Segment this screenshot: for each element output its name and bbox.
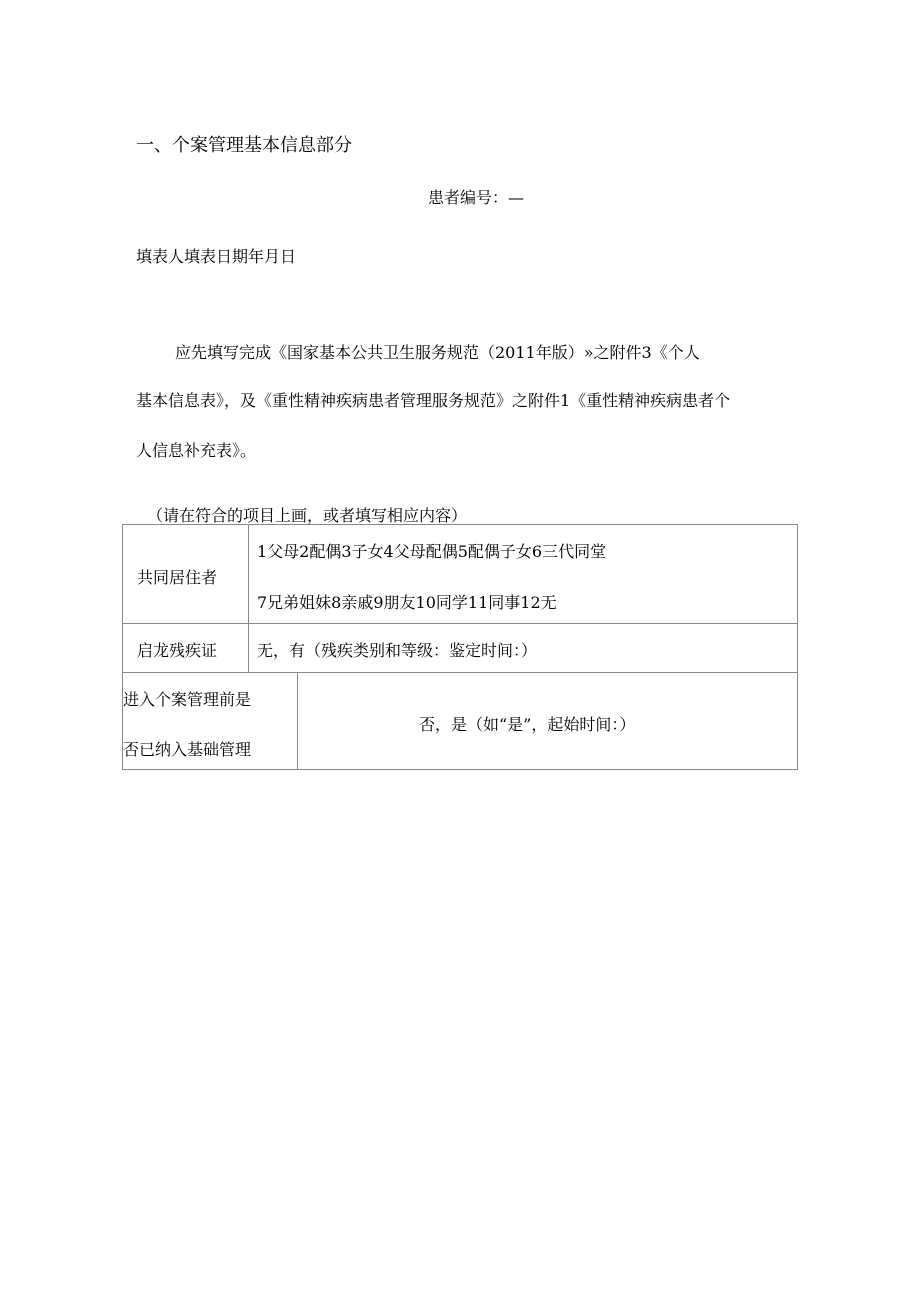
row-value-cohabitants-line2: 7兄弟姐妹8亲戚9朋友10同学11同事12无: [257, 593, 557, 612]
row-label-disability-cert: 启龙残疾证: [137, 641, 218, 660]
row-label-basic-management-line1: 进入个案管理前是: [123, 690, 252, 709]
instruction-text: （请在符合的项目上画，或者填写相应内容）: [147, 506, 468, 525]
filler-date-line: 填表人填表日期年月日: [136, 247, 297, 266]
row-divider: [123, 623, 797, 624]
row-value-cohabitants-line1: 1父母2配偶3子女4父母配偶5配偶子女6三代同堂: [257, 542, 607, 561]
column-divider: [297, 672, 298, 769]
paragraph-line: 人信息补充表》。: [136, 441, 257, 460]
paragraph-line: 基本信息表》，及《重性精神疾病患者管理服务规范》之附件1《重性精神疾病患者个: [136, 391, 731, 410]
paragraph-line: 应先填写完成《国家基本公共卫生服务规范（2011年版）»之附件3《个人: [175, 343, 700, 362]
row-divider: [123, 672, 797, 673]
section-title: 一、个案管理基本信息部分: [136, 135, 352, 156]
row-value-disability-cert: 无，有（残疾类别和等级：鉴定时间：）: [257, 641, 538, 660]
row-value-basic-management: 否，是（如“是”，起始时间：）: [419, 715, 636, 734]
row-label-cohabitants: 共同居住者: [137, 568, 218, 587]
info-table: [122, 524, 798, 770]
row-label-basic-management-line2: 否已纳入基础管理: [123, 740, 252, 759]
column-divider: [248, 525, 249, 672]
patient-number: 患者编号：—: [428, 188, 525, 207]
